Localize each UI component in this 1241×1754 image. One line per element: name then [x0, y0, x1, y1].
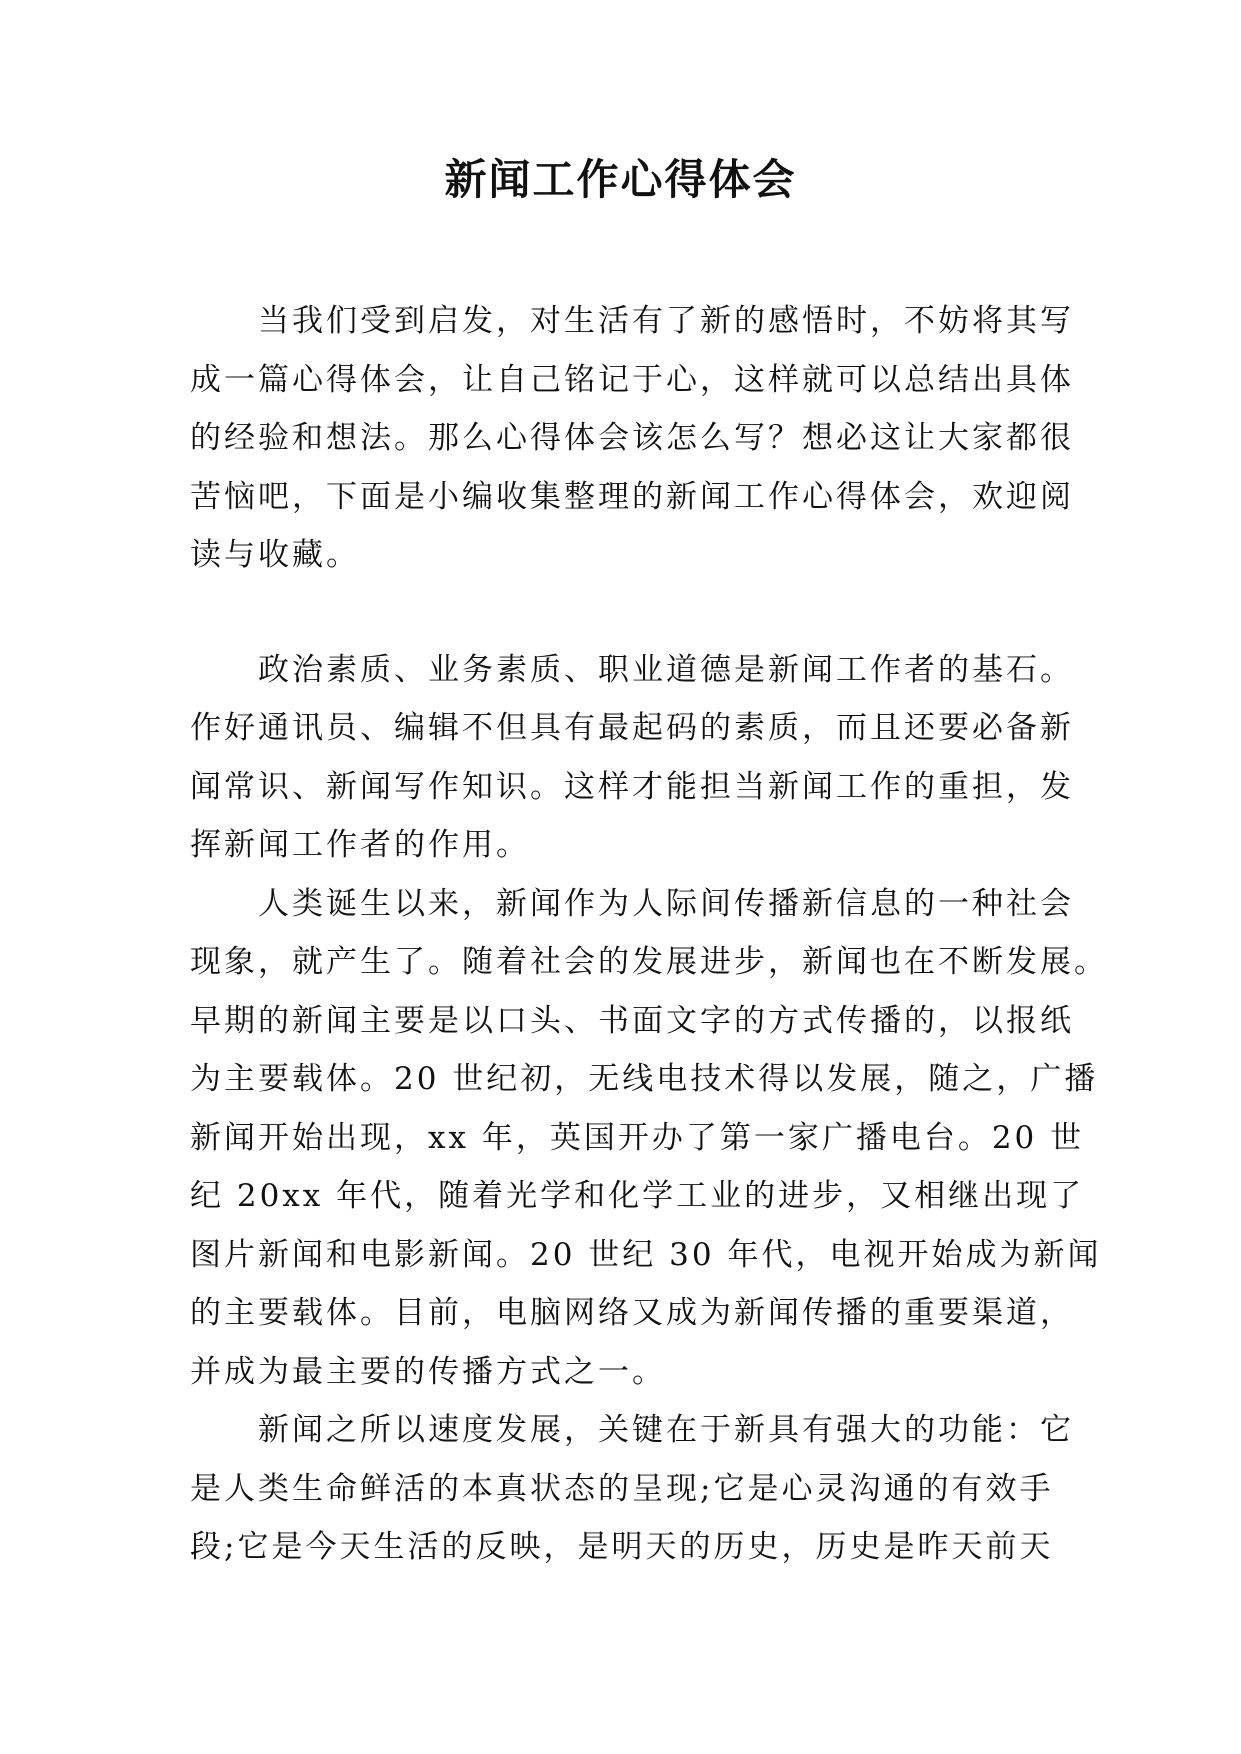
paragraph-line: 现象，就产生了。随着社会的发展进步，新闻也在不断发展。 — [190, 944, 1108, 980]
paragraph-line: 纪 20xx 年代，随着光学和化学工业的进步，又相继出现了 — [190, 1178, 1085, 1214]
paragraph-line: 政治素质、业务素质、职业道德是新闻工作者的基石。 — [258, 651, 1074, 688]
paragraph-line: 是人类生命鲜活的本真状态的呈现;它是心灵沟通的有效手 — [190, 1470, 1054, 1507]
document-body — [190, 292, 1108, 1577]
paragraph-line: 图片新闻和电影新闻。20 世纪 30 年代，电视开始成为新闻 — [190, 1236, 1102, 1273]
paragraph-line: 当我们受到启发，对生活有了新的感悟时，不妨将其写 — [258, 303, 1074, 339]
paragraph-line: 早期的新闻主要是以口头、书面文字的方式传播的，以报纸 — [190, 1002, 1074, 1039]
paragraph-line: 段;它是今天生活的反映，是明天的历史，历史是昨天前天 — [190, 1529, 1054, 1565]
paragraph-line: 成一篇心得体会，让自己铭记于心，这样就可以总结出具体 — [190, 361, 1074, 398]
paragraph-line: 的经验和想法。那么心得体会该怎么写？想必这让大家都很 — [190, 420, 1074, 456]
paragraph-line: 闻常识、新闻写作知识。这样才能担当新闻工作的重担，发 — [190, 768, 1074, 805]
paragraph-line: 新闻之所以速度发展，关键在于新具有强大的功能：它 — [258, 1412, 1074, 1448]
paragraph-line: 人类诞生以来，新闻作为人际间传播新信息的一种社会 — [258, 885, 1074, 922]
paragraph-line: 为主要载体。20 世纪初，无线电技术得以发展，随之，广播 — [190, 1061, 1099, 1097]
paragraph-line: 并成为最主要的传播方式之一。 — [190, 1353, 666, 1390]
paragraph-line: 读与收藏。 — [190, 537, 360, 573]
paragraph-line: 新闻开始出现，xx 年，英国开办了第一家广播电台。20 世 — [190, 1119, 1085, 1156]
paragraph-line: 苦恼吧，下面是小编收集整理的新闻工作心得体会，欢迎阅 — [190, 478, 1074, 515]
paragraph-line: 作好通讯员、编辑不但具有最起码的素质，而且还要必备新 — [190, 710, 1074, 746]
document-title: 新闻工作心得体会 — [444, 155, 797, 204]
paragraph-line: 的主要载体。目前，电脑网络又成为新闻传播的重要渠道， — [190, 1295, 1074, 1331]
paragraph-function — [190, 1401, 1074, 1577]
paragraph-intro — [190, 292, 1074, 585]
paragraph-line: 挥新闻工作者的作用。 — [190, 827, 530, 863]
paragraph-foundation — [190, 641, 1074, 875]
paragraph-history — [190, 875, 1108, 1402]
